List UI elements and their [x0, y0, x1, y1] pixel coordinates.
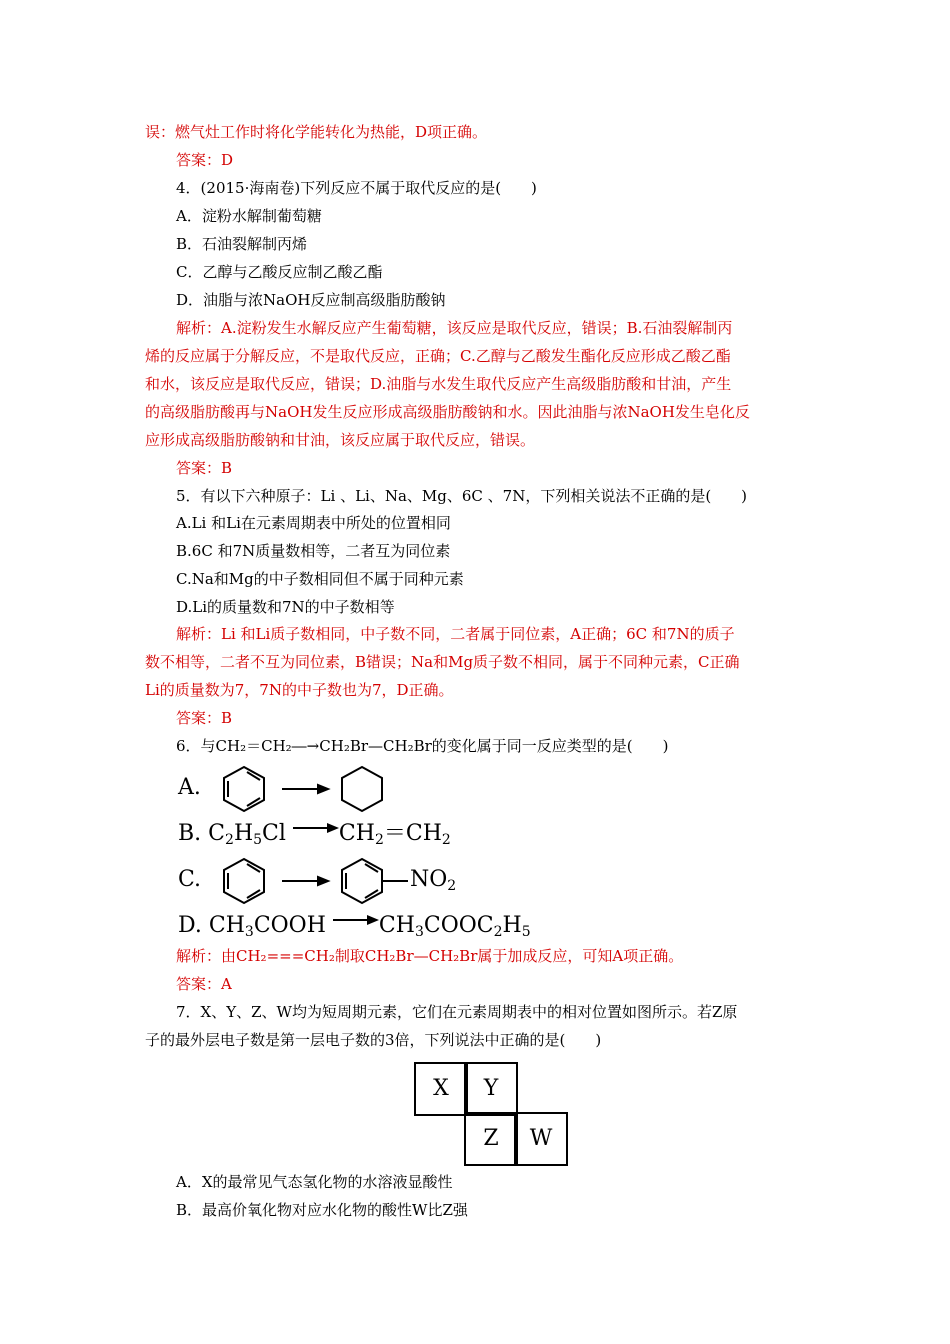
formula-ch: CH — [338, 821, 375, 846]
analysis-line: 的高级脂肪酸再与NaOH发生反应形成高级脂肪酸钠和水。因此油脂与浓NaOH发生皂化反 — [145, 403, 750, 421]
question-6: 6．与CH₂＝CH₂―→CH₂Br—CH₂Br的变化属于同一反应类型的是( ) — [176, 737, 669, 755]
option6-a-scheme — [218, 764, 398, 814]
cell-z: Z — [464, 1112, 518, 1166]
formula-c: C — [208, 821, 226, 846]
subscript: 2 — [493, 924, 503, 940]
option6-c-scheme — [218, 856, 348, 906]
benzene-ring-icon — [224, 767, 264, 811]
answer-line: 答案：B — [176, 709, 233, 727]
question-7: 7．X、Y、Z、W均为短周期元素，它们在元素周期表中的相对位置如图所示。若Z原 — [176, 1003, 738, 1021]
analysis-line: 解析：A.淀粉发生水解反应产生葡萄糖，该反应是取代反应，错误；B.石油裂解制丙 — [176, 319, 733, 337]
option-c: C．乙醇与乙酸反应制乙酸乙酯 — [176, 263, 383, 281]
nitrobenzene-ring-icon — [336, 856, 416, 906]
cyclohexane-ring-icon — [342, 767, 382, 811]
text-line: 误：燃气灶工作时将化学能转化为热能，D项正确。 — [145, 123, 488, 141]
analysis-line: 解析：Li 和Li质子数相同，中子数不同，二者属于同位素，A正确；6C 和7N的质子 — [176, 625, 735, 643]
answer-line: 答案：A — [176, 975, 232, 993]
answer-line: 答案：B — [176, 459, 233, 477]
question-7-cont: 子的最外层电子数是第一层电子数的3倍，下列说法中正确的是( ) — [145, 1031, 602, 1049]
formula-ch: CH — [208, 913, 245, 938]
arrow-icon — [282, 877, 328, 885]
option6-d — [178, 912, 531, 946]
option-b: B．石油裂解制丙烯 — [176, 235, 308, 253]
option-a: A．X的最常见气态氢化物的水溶液显酸性 — [176, 1173, 453, 1191]
option6-b — [178, 820, 451, 854]
cell-x: X — [414, 1062, 468, 1116]
option6-a-label: A. — [178, 775, 201, 800]
analysis-line: 应形成高级脂肪酸钠和甘油，该反应属于取代反应，错误。 — [145, 431, 536, 449]
formula-ch: CH — [378, 913, 415, 938]
option-a: A．淀粉水解制葡萄糖 — [176, 207, 322, 225]
option-a: A.Li 和Li在元素周期表中所处的位置相同 — [176, 514, 451, 532]
formula-eq-ch: ＝CH — [383, 821, 442, 846]
subscript: 2 — [374, 832, 384, 848]
formula-h: H — [233, 821, 254, 846]
option-c: C.Na和Mg的中子数相同但不属于同种元素 — [176, 570, 464, 588]
question-5: 5．有以下六种原子：Li 、Li、Na、Mg、6C 、7N，下列相关说法不正确的是( ) — [176, 487, 748, 505]
analysis-line: 数不相等，二者不互为同位素，B错误；Na和Mg质子数不相同，属于不同种元素，C正确 — [145, 653, 740, 671]
option-b: B．最高价氧化物对应水化物的酸性W比Z强 — [176, 1201, 468, 1219]
nitro-group — [410, 866, 456, 900]
cell-y: Y — [464, 1062, 518, 1116]
question-4: 4．(2015·海南卷)下列反应不属于取代反应的是( ) — [176, 179, 537, 197]
option-d: D.Li的质量数和7N的中子数相等 — [176, 598, 395, 616]
subscript: 5 — [521, 924, 531, 940]
arrow-icon — [282, 785, 328, 793]
arrow-icon — [293, 814, 339, 842]
subscript: 2 — [447, 878, 457, 894]
formula-h: H — [502, 913, 522, 938]
analysis-line: 烯的反应属于分解反应，不是取代反应，正确；C.乙醇与乙酸发生酯化反应形成乙酸乙酯 — [145, 347, 731, 365]
subscript: 3 — [414, 924, 424, 940]
formula-cl: Cl — [262, 821, 286, 846]
formula-cooc: COOC — [423, 913, 494, 938]
benzene-ring-icon — [224, 859, 264, 903]
option6-c-label: C. — [178, 867, 202, 892]
arrow-icon — [333, 906, 379, 934]
subscript: 3 — [244, 924, 254, 940]
option-d: D．油脂与浓NaOH反应制高级脂肪酸钠 — [176, 291, 446, 309]
formula-cooh: COOH — [253, 913, 326, 938]
analysis-line: Li的质量数为7，7N的中子数也为7，D正确。 — [145, 681, 454, 699]
analysis-line: 解析：由CH₂===CH₂制取CH₂Br—CH₂Br属于加成反应，可知A项正确。 — [176, 947, 684, 965]
analysis-line: 和水，该反应是取代反应，错误；D.油脂与水发生取代反应产生高级脂肪酸和甘油，产生 — [145, 375, 732, 393]
formula-no: NO — [410, 867, 448, 892]
option6-b-label: B. — [178, 821, 202, 846]
option6-d-label: D. — [178, 913, 202, 938]
answer-line: 答案：D — [176, 151, 234, 169]
option-b: B.6C 和7N质量数相等，二者互为同位素 — [176, 542, 451, 560]
periodic-table-grid — [414, 1062, 570, 1166]
cell-w: W — [514, 1112, 568, 1166]
subscript: 2 — [441, 832, 451, 848]
subscript: 5 — [253, 832, 263, 848]
subscript: 2 — [225, 832, 234, 848]
